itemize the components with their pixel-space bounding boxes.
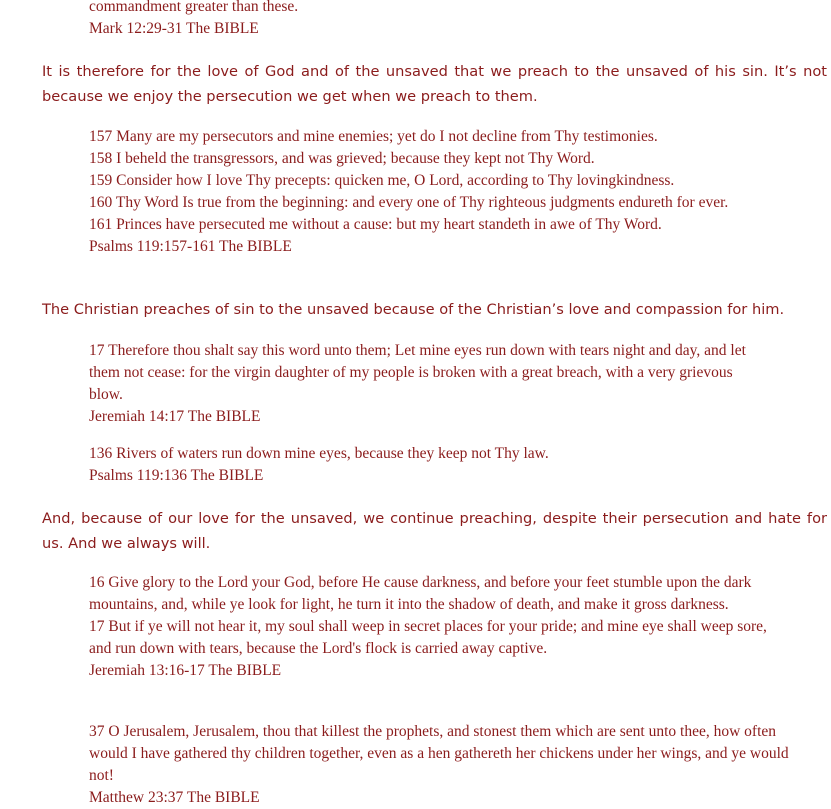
verse: 136 Rivers of waters run down mine eyes, because they keep not Thy law. — [89, 445, 549, 462]
verse: 17 But if ye will not hear it, my soul shall weep in secret places for your pride; and mine eye shall weep sore, and run down with tears, because the Lord's flock is carried away captive. — [89, 618, 767, 657]
verse: 158 I beheld the transgressors, and was grieved; because they kept not Thy Word. — [89, 150, 595, 167]
scripture-quote-psalms-136 — [89, 443, 789, 487]
scripture-quote-psalms-157 — [89, 126, 754, 258]
scripture-quote-jeremiah-13 — [89, 572, 779, 682]
scripture-reference: Mark 12:29-31 The BIBLE — [89, 20, 259, 37]
scripture-reference: Psalms 119:136 The BIBLE — [89, 467, 264, 484]
verse: 16 Give glory to the Lord your God, before He cause darkness, and before your feet stumble upon the dark mountains, and, while ye look for light, he turn it into the shadow of death, and make it gross darkness. — [89, 574, 752, 613]
verse-line: commandment greater than these. — [89, 0, 299, 15]
scripture-reference: Psalms 119:157-161 The BIBLE — [89, 238, 292, 255]
scripture-quote-mark — [89, 0, 789, 40]
scripture-reference: Jeremiah 13:16-17 The BIBLE — [89, 662, 282, 679]
verse: 160 Thy Word Is true from the beginning: and every one of Thy righteous judgments endureth for ever. — [89, 194, 729, 211]
verse: 37 O Jerusalem, Jerusalem, thou that killest the prophets, and stonest them which are sent unto thee, how often would I have gathered thy children together, even as a hen gathereth her chickens under her wings, and ye would not! — [89, 723, 789, 784]
verse: 17 Therefore thou shalt say this word unto them; Let mine eyes run down with tears night and day, and let them not cease: for the virgin daughter of my people is broken with a great breach, with a very grievous blow. — [89, 342, 746, 403]
verse: 161 Princes have persecuted me without a cause: but my heart standeth in awe of Thy Word. — [89, 216, 662, 233]
body-paragraph: The Christian preaches of sin to the unsaved because of the Christian’s love and compassion for him. — [42, 301, 785, 318]
body-paragraph: It is therefore for the love of God and of the unsaved that we preach to the unsaved of his sin. It’s not because we enjoy the persecution we get when we preach to them. — [42, 63, 827, 105]
scripture-quote-matthew — [89, 721, 789, 809]
verse: 157 Many are my persecutors and mine enemies; yet do I not decline from Thy testimonies. — [89, 128, 658, 145]
scripture-reference: Jeremiah 14:17 The BIBLE — [89, 408, 261, 425]
scripture-reference: Matthew 23:37 The BIBLE — [89, 789, 260, 806]
body-paragraph: And, because of our love for the unsaved, we continue preaching, despite their persecution and hate for us. And we always will. — [42, 510, 827, 552]
scripture-quote-jeremiah-14 — [89, 340, 759, 428]
verse: 159 Consider how I love Thy precepts: quicken me, O Lord, according to Thy lovingkindness. — [89, 172, 675, 189]
